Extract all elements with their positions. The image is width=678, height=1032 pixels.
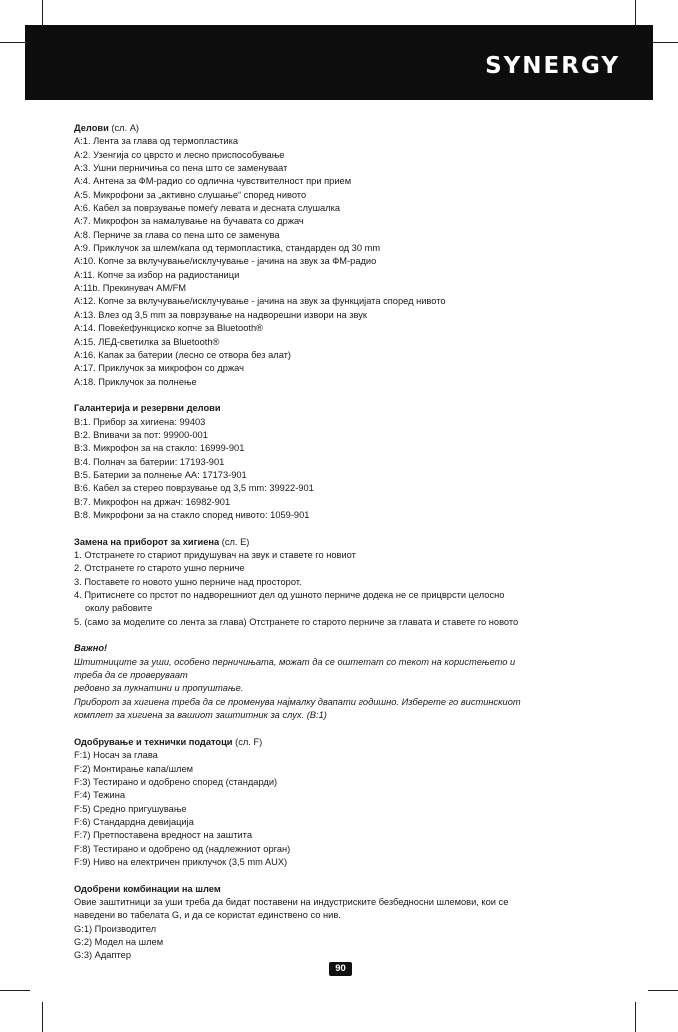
- accessory-item: B:6. Кабел за стерео поврзување од 3,5 mm: 39922-901: [74, 483, 314, 494]
- parts-item: A:10. Копче за вклучување/исклучување - јачина на звук за ФМ-радио: [74, 256, 377, 267]
- technical-item: F:5) Средно пригушување: [74, 803, 187, 814]
- parts-list: [74, 135, 614, 389]
- parts-item: A:9. Приклучок за шлем/капа од термопластика, стандарден од 30 mm: [74, 243, 381, 254]
- accessory-item: B:7. Микрофон на држач: 16982-901: [74, 496, 231, 507]
- important-line: Приборот за хигиена треба да се променува најмалку двапати годишно. Изберете го вистинскиот: [74, 696, 521, 707]
- hygiene-step-continuation: околу рабовите: [85, 603, 153, 614]
- brand-logo: SYNERGY: [485, 53, 620, 79]
- parts-heading: Делови (сл. A): [74, 123, 140, 133]
- parts-item: A:3. Ушни перничиња со пена што се заменуваат: [74, 163, 288, 174]
- helmets-line: Овие заштитници за уши треба да бидат поставени на индустриските безбедносни шлемови, кои се: [74, 896, 509, 907]
- important-line: Штитниците за уши, особено перничињата, можат да се оштетат со текот на користењето и: [74, 656, 516, 667]
- parts-item: A:15. ЛЕД-светилка за Bluetooth®: [74, 336, 220, 347]
- parts-item: A:11. Копче за избор на радиостаници: [74, 269, 240, 280]
- parts-item: A:8. Перниче за глава со пена што се заменува: [74, 229, 280, 240]
- crop-mark: [0, 990, 30, 991]
- technical-item: F:1) Носач за глава: [74, 750, 158, 761]
- important-heading: Важно!: [74, 643, 108, 654]
- important-line: треба да се проверуваат: [74, 670, 188, 681]
- technical-item: F:7) Претпоставена вредност на заштита: [74, 830, 253, 841]
- important-note: [74, 656, 614, 723]
- helmets-line: G:2) Модел на шлем: [74, 936, 164, 947]
- crop-mark: [635, 1002, 636, 1032]
- hygiene-step: 3. Поставете го новото ушно перниче над просторот.: [74, 576, 302, 587]
- parts-item: A:13. Влез од 3,5 mm за поврзување на надворешни извори на звук: [74, 309, 367, 320]
- technical-item: F:8) Тестирано и одобрено од (надлежниот орган): [74, 843, 291, 854]
- parts-item: A:14. Повеќефункциско копче за Bluetooth®: [74, 323, 263, 334]
- technical-heading: Одобрување и технички податоци (сл. F): [74, 736, 263, 747]
- technical-list: [74, 749, 614, 869]
- technical-item: F:9) Ниво на електричен приклучок (3,5 mm AUX): [74, 856, 288, 867]
- parts-item: A:11b. Прекинувач AM/FM: [74, 283, 187, 294]
- accessory-item: B:3. Микрофон за на стакло: 16999-901: [74, 443, 245, 454]
- helmets-line: G:1) Производител: [74, 923, 157, 934]
- hygiene-step: 5. (само за моделите со лента за глава) Отстранете го старото перниче за главата и ставете го новото: [74, 616, 519, 627]
- accessory-item: B:8. Микрофони за на стакло според нивото: 1059-901: [74, 509, 310, 520]
- accessories-heading: Галантерија и резервни делови: [74, 403, 221, 414]
- parts-item: A:4. Антена за ФМ-радио со одлична чувствителност при прием: [74, 176, 352, 187]
- parts-item: A:18. Приклучок за полнење: [74, 376, 197, 387]
- important-line: комплет за хигиена за вашиот заштитник за слух. (B:1): [74, 710, 327, 721]
- helmets-line: наведени во табелата G, и да се користат единствено со нив.: [74, 910, 341, 921]
- helmets-heading: Одобрени комбинации на шлем: [74, 883, 221, 894]
- accessories-list: [74, 416, 614, 523]
- hygiene-steps: [74, 549, 614, 629]
- parts-item: A:16. Капак за батерии (лесно се отвора без алат): [74, 349, 292, 360]
- page-number: 90: [329, 962, 352, 976]
- manual-content: [74, 122, 614, 963]
- hygiene-step: 1. Отстранете го стариот придушувач на звук и ставете го новиот: [74, 550, 356, 560]
- important-line: редовно за пукнатини и пропуштање.: [74, 683, 244, 694]
- helmets-line: G:3) Адаптер: [74, 950, 131, 961]
- crop-mark: [648, 990, 678, 991]
- parts-item: A:17. Приклучок за микрофон со држач: [74, 363, 244, 374]
- parts-item: A:2. Узенгија со цврсто и лесно приспособување: [74, 149, 285, 160]
- parts-item: A:6. Кабел за поврзување помеѓу левата и десната слушалка: [74, 203, 341, 214]
- accessory-item: B:1. Прибор за хигиена: 99403: [74, 416, 206, 427]
- parts-item: A:7. Микрофон за намалување на бучавата со држач: [74, 216, 304, 227]
- hygiene-step: 2. Отстранете го старото ушно перниче: [74, 563, 245, 574]
- parts-item: A:12. Копче за вклучување/исклучување - јачина на звук за функцијата според нивото: [74, 296, 446, 307]
- accessory-item: B:2. Впивачи за пот: 99900-001: [74, 429, 208, 440]
- parts-item: A:5. Микрофони за „активно слушање“ според нивото: [74, 189, 307, 200]
- crop-mark: [42, 1002, 43, 1032]
- technical-item: F:3) Тестирано и одобрено според (стандарди): [74, 776, 278, 787]
- technical-item: F:2) Монтирање капа/шлем: [74, 763, 194, 774]
- accessory-item: B:5. Батерии за полнење AA: 17173-901: [74, 469, 247, 480]
- technical-item: F:6) Стандардна девијација: [74, 816, 194, 827]
- hygiene-heading: Замена на приборот за хигиена (сл. E): [74, 536, 250, 547]
- technical-item: F:4) Тежина: [74, 790, 126, 801]
- helmets-list: [74, 896, 614, 963]
- hygiene-step: 4. Притиснете со прстот по надворешниот дел од ушното перниче додека не се прицврсти целосно: [74, 590, 505, 601]
- accessory-item: B:4. Полнач за батерии: 17193-901: [74, 456, 225, 467]
- parts-item: A:1. Лента за глава од термопластика: [74, 136, 239, 147]
